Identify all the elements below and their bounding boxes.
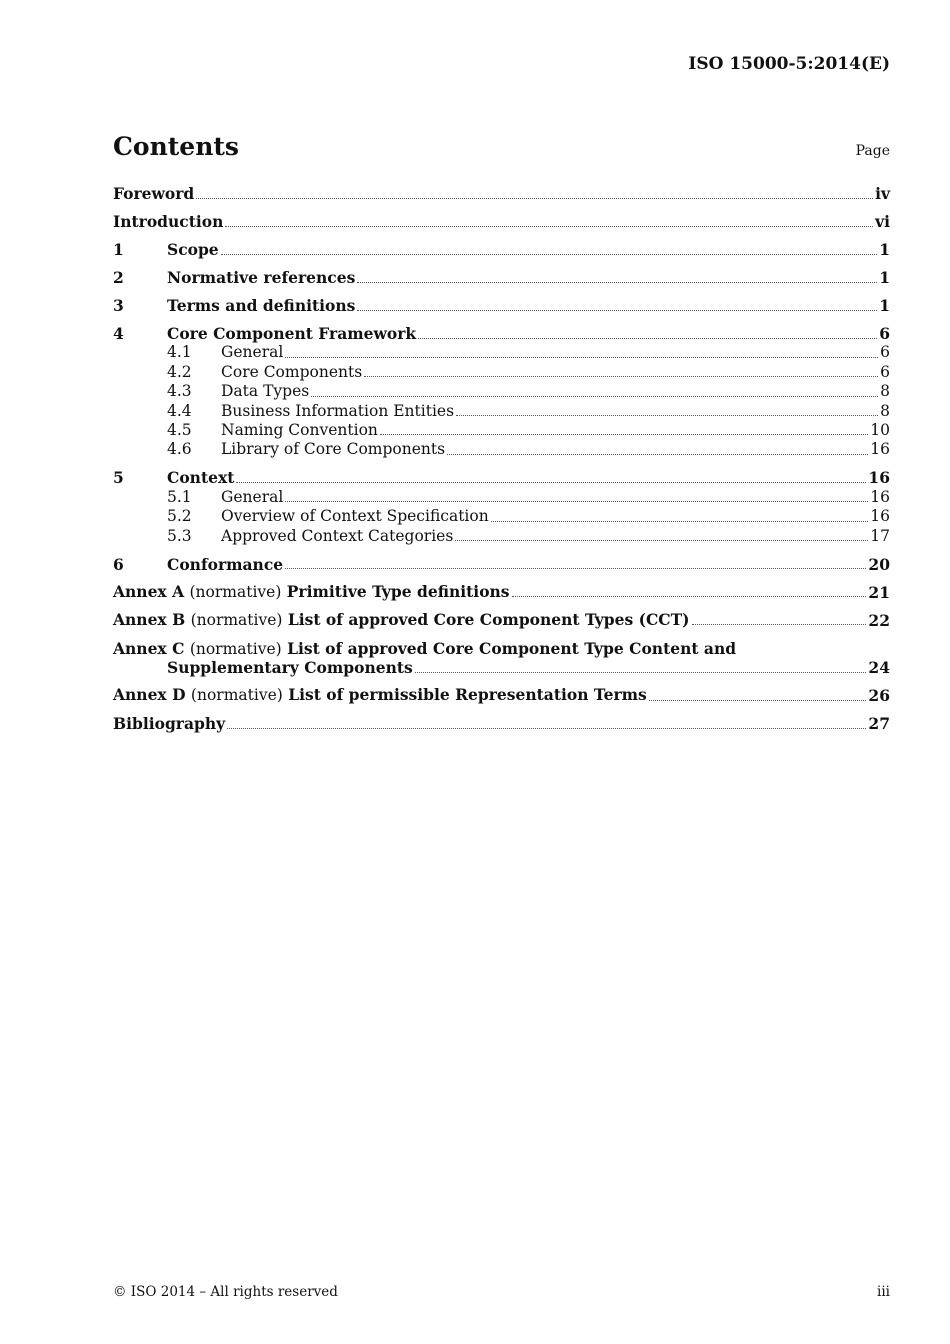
toc-number: 5.2: [167, 507, 192, 526]
dot-leader: [285, 357, 878, 358]
toc-number: 4.3: [167, 382, 192, 401]
toc-entry-4-3[interactable]: [113, 382, 890, 401]
page-footer: [113, 1284, 890, 1300]
toc-page: 16: [870, 487, 890, 506]
toc-title: Naming Convention: [221, 421, 378, 440]
dot-leader: [418, 338, 877, 339]
toc-number: 2: [113, 268, 124, 287]
dot-leader: [236, 482, 866, 483]
dot-leader: [227, 728, 866, 729]
page-number: iii: [877, 1284, 890, 1300]
dot-leader: [285, 501, 868, 502]
dot-leader: [196, 198, 873, 199]
toc-title: [113, 582, 510, 603]
toc-page: 16: [870, 507, 890, 526]
dot-leader: [221, 254, 878, 255]
contents-title: Contents: [113, 132, 240, 161]
toc-number: 5.1: [167, 487, 192, 506]
toc-number: 4.2: [167, 362, 192, 381]
toc-entry-4-4[interactable]: [113, 402, 890, 421]
toc-entry-annex-b[interactable]: [113, 611, 890, 631]
toc-entry-annex-d[interactable]: [113, 686, 890, 706]
toc-entry-4-5[interactable]: [113, 421, 890, 440]
toc-page: 1: [879, 296, 890, 315]
page-column-label: Page: [855, 143, 890, 159]
dot-leader: [225, 226, 873, 227]
annex-label: Annex A: [113, 581, 185, 601]
toc-number: 4.1: [167, 343, 192, 362]
annex-label: Annex B: [113, 609, 186, 629]
dot-leader: [491, 521, 869, 522]
dot-leader: [649, 700, 867, 701]
toc-title: Library of Core Components: [221, 440, 446, 459]
toc-entry-4-1[interactable]: [113, 344, 890, 363]
toc-title: Business Information Entities: [221, 401, 455, 420]
toc-entry-bibliography[interactable]: [113, 714, 890, 734]
toc-page: 6: [879, 324, 890, 343]
toc-number: 5.3: [167, 526, 192, 545]
dot-leader: [364, 376, 878, 377]
toc-page: 21: [868, 582, 890, 602]
dot-leader: [512, 596, 867, 597]
annex-title: List of approved Core Component Types (CCT): [287, 609, 690, 629]
toc-title: [113, 610, 690, 631]
toc-entry-foreword[interactable]: [113, 184, 890, 204]
toc-page: 26: [868, 686, 890, 706]
toc-entry-core-component-framework[interactable]: [113, 324, 890, 344]
toc-entry-introduction[interactable]: [113, 212, 890, 232]
toc-page: 8: [880, 382, 890, 401]
toc-entry-annex-c[interactable]: [113, 639, 890, 659]
table-of-contents: [113, 184, 890, 734]
toc-entry-annex-c-continued[interactable]: [113, 658, 890, 678]
toc-page: 8: [880, 401, 890, 420]
toc-title: Terms and definitions: [167, 296, 356, 315]
dot-leader: [311, 396, 878, 397]
toc-number: 5: [113, 468, 124, 488]
dot-leader: [455, 540, 868, 541]
toc-title: Normative references: [167, 268, 356, 287]
toc-title: [113, 685, 647, 706]
annex-label: Annex C: [113, 638, 185, 658]
dot-leader: [357, 282, 877, 283]
toc-page: 22: [868, 610, 890, 630]
toc-title: Introduction: [113, 212, 224, 231]
toc-title: Bibliography: [113, 714, 226, 734]
toc-title: Data Types: [221, 382, 310, 401]
toc-entry-conformance[interactable]: [113, 555, 890, 575]
copyright-notice: © ISO 2014 – All rights reserved: [113, 1284, 338, 1300]
toc-entry-context[interactable]: [113, 468, 890, 488]
toc-number: 4.4: [167, 401, 192, 420]
toc-page: 1: [879, 268, 890, 287]
toc-number: 6: [113, 554, 124, 574]
toc-title: Scope: [167, 240, 219, 259]
toc-entry-5-1[interactable]: [113, 488, 890, 507]
dot-leader: [357, 310, 877, 311]
dot-leader: [415, 672, 867, 673]
toc-title: General: [221, 487, 284, 506]
toc-title: Core Components: [221, 362, 363, 381]
annex-qualifier: (normative): [189, 582, 282, 601]
document-id: ISO 15000-5:2014(E): [688, 54, 890, 74]
toc-page: vi: [875, 212, 890, 231]
toc-page: 16: [868, 468, 890, 488]
toc-entry-5-3[interactable]: [113, 527, 890, 546]
annex-title-continued: Supplementary Components: [167, 658, 413, 678]
annex-title: List of approved Core Component Type Content and: [287, 638, 737, 658]
toc-title: General: [221, 343, 284, 362]
toc-number: 3: [113, 296, 124, 315]
toc-number: 4: [113, 324, 124, 343]
toc-entry-normative-references[interactable]: [113, 268, 890, 288]
toc-entry-annex-a[interactable]: [113, 583, 890, 603]
toc-title: Context: [167, 468, 235, 488]
toc-title: Core Component Framework: [167, 324, 417, 343]
annex-label: Annex D: [113, 685, 186, 705]
toc-page: 10: [870, 421, 890, 440]
toc-entry-4-2[interactable]: [113, 363, 890, 382]
toc-number: 4.5: [167, 421, 192, 440]
annex-qualifier: (normative): [190, 686, 283, 705]
toc-title: Approved Context Categories: [221, 526, 454, 545]
toc-entry-5-2[interactable]: [113, 507, 890, 526]
toc-entry-scope[interactable]: [113, 240, 890, 260]
annex-title: Primitive Type definitions: [286, 581, 510, 601]
toc-entry-terms-and-definitions[interactable]: [113, 296, 890, 316]
annex-title: List of permissible Representation Terms: [288, 685, 647, 705]
toc-number: 1: [113, 240, 124, 259]
annex-qualifier: (normative): [190, 610, 283, 629]
toc-number: 4.6: [167, 440, 192, 459]
annex-qualifier: (normative): [189, 639, 282, 658]
toc-page: 6: [880, 343, 890, 362]
dot-leader: [692, 624, 867, 625]
toc-page: 27: [868, 714, 890, 734]
dot-leader: [380, 434, 868, 435]
dot-leader: [456, 415, 878, 416]
toc-page: 6: [880, 362, 890, 381]
contents-header: [113, 132, 890, 161]
toc-title: Overview of Context Specification: [221, 507, 489, 526]
dot-leader: [285, 568, 866, 569]
toc-page: 16: [870, 440, 890, 459]
toc-page: iv: [875, 184, 890, 203]
toc-title: Foreword: [113, 184, 195, 203]
toc-title: Conformance: [167, 554, 284, 574]
toc-page: 20: [868, 554, 890, 574]
dot-leader: [447, 454, 868, 455]
toc-entry-4-6[interactable]: [113, 440, 890, 459]
toc-page: 1: [879, 240, 890, 259]
toc-page: 24: [868, 658, 890, 678]
toc-page: 17: [870, 526, 890, 545]
